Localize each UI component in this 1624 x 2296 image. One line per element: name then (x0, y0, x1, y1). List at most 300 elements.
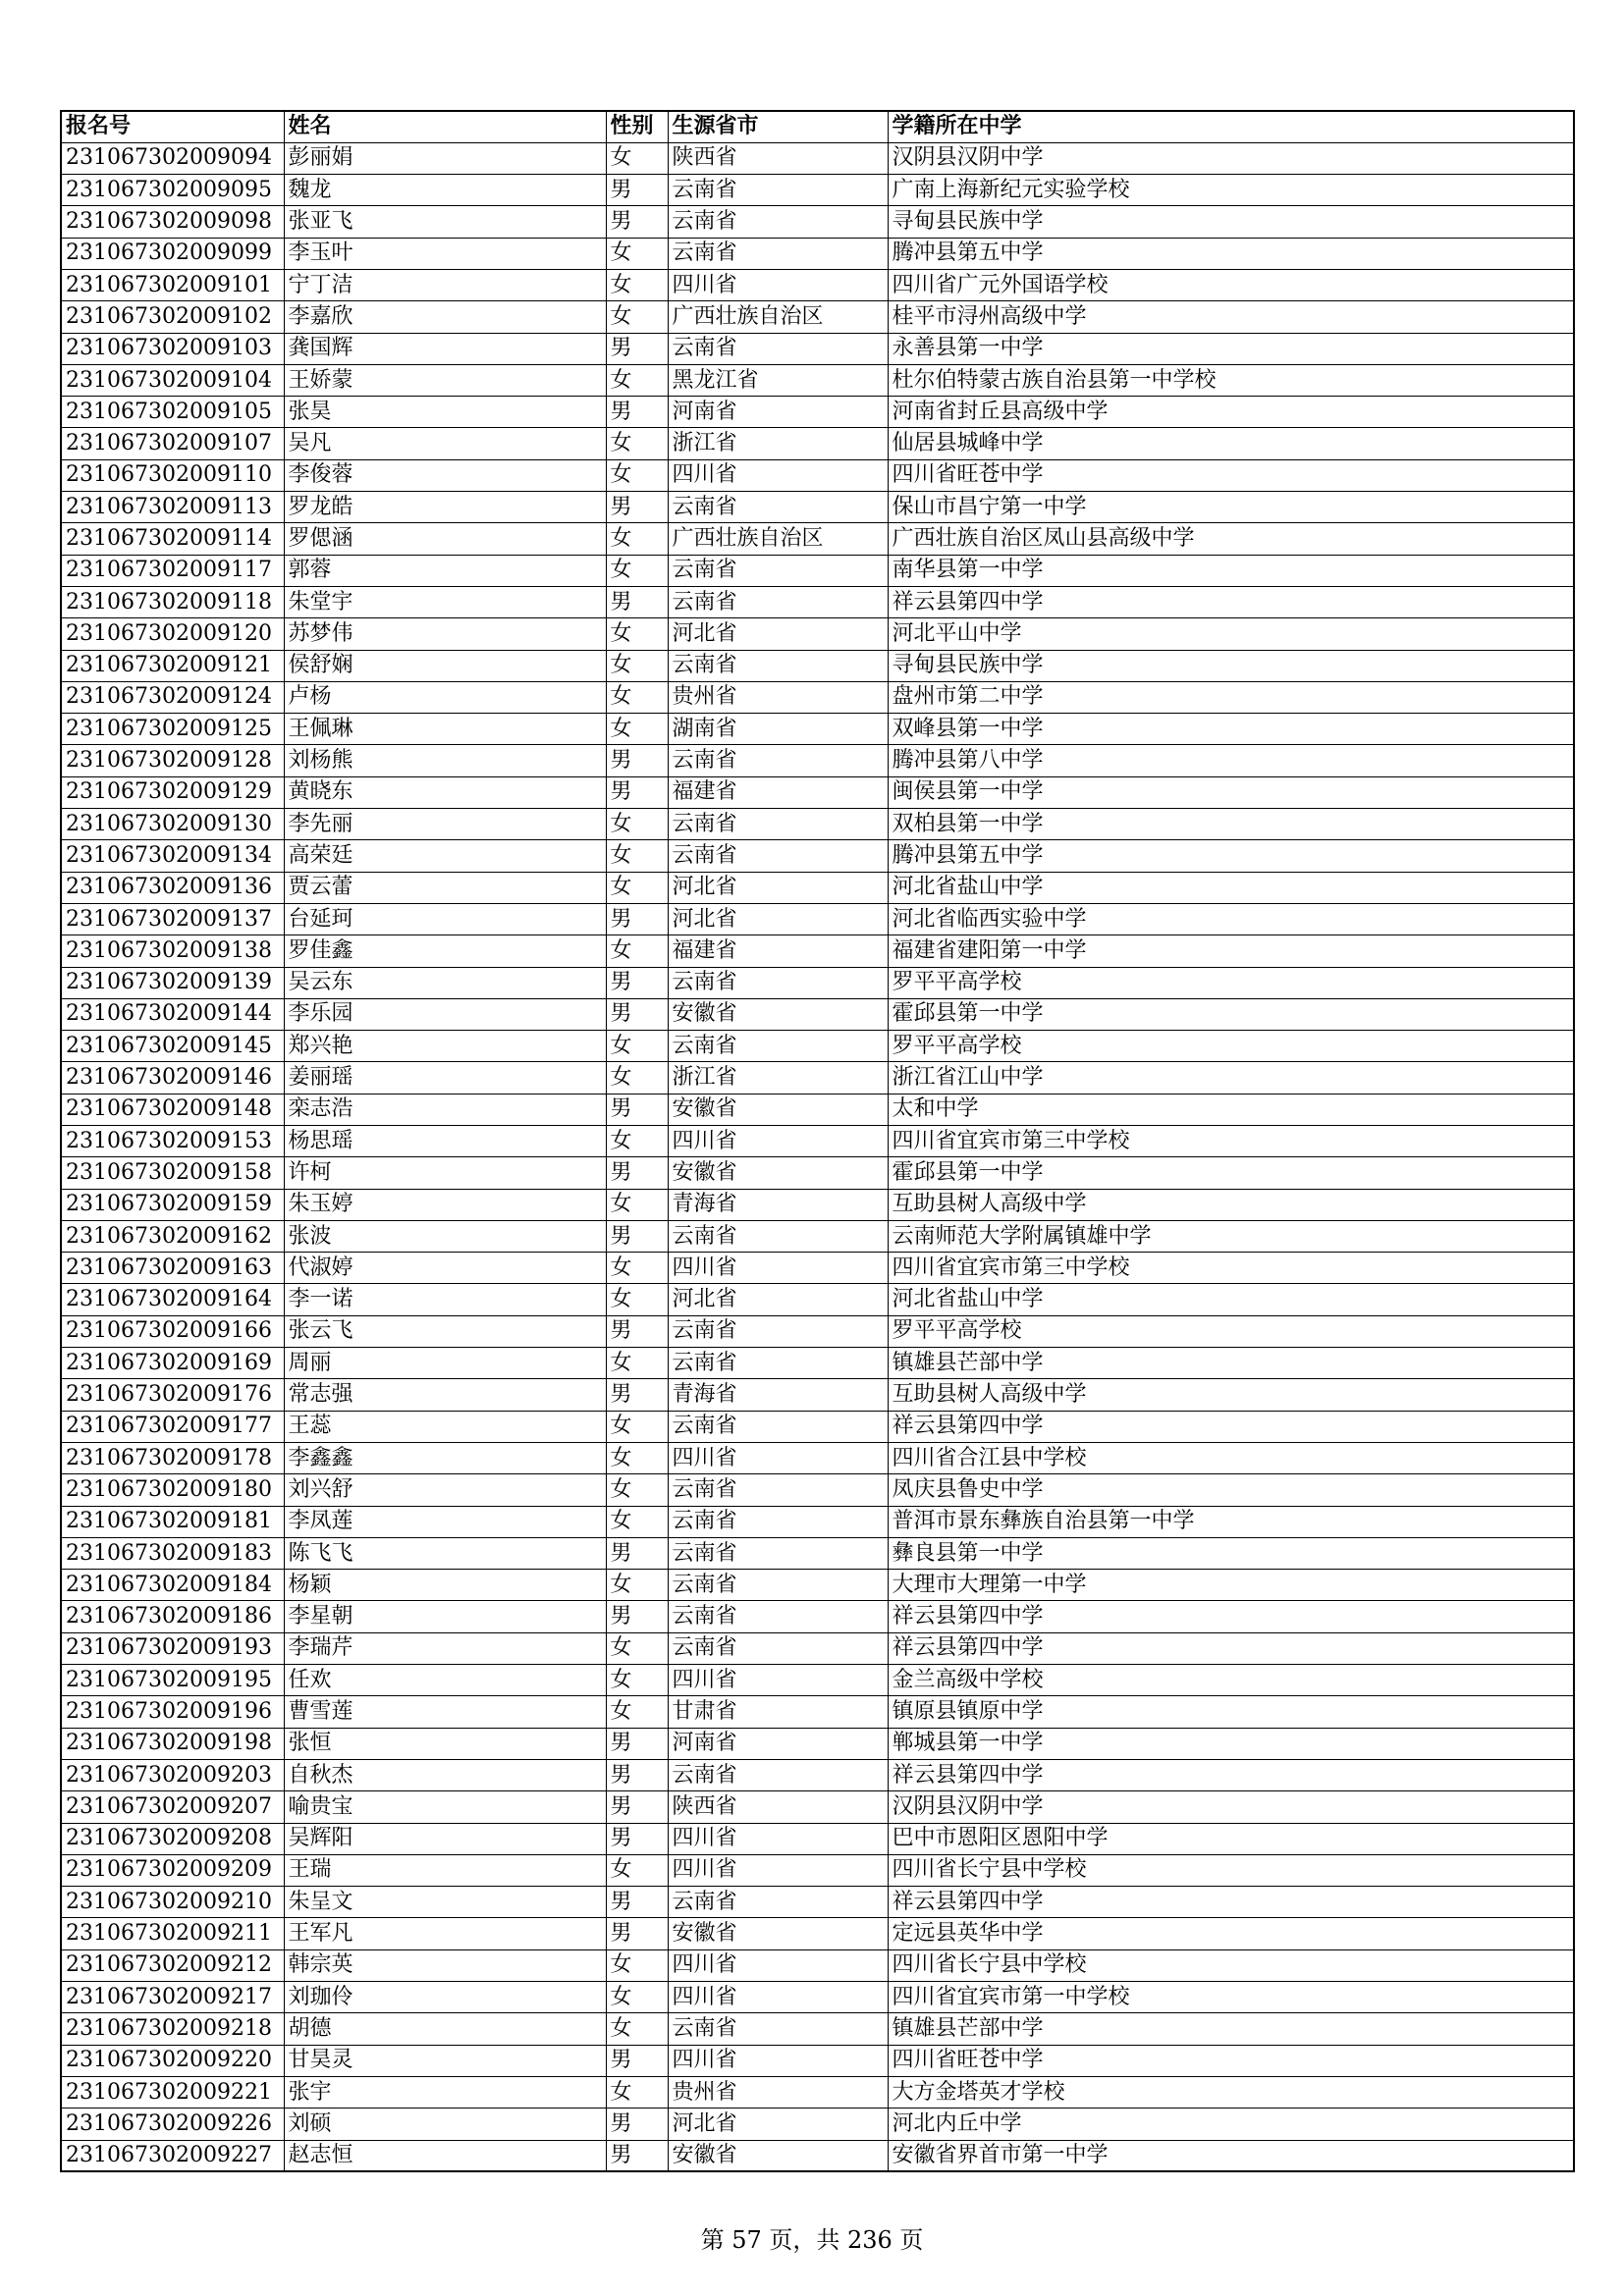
province-cell: 贵州省 (668, 681, 888, 713)
registration-number-cell: 231067302009208 (61, 1823, 284, 1854)
province-cell: 河北省 (668, 2109, 888, 2140)
name-cell: 侯舒娴 (284, 650, 606, 681)
name-cell: 刘硕 (284, 2109, 606, 2140)
gender-cell: 男 (606, 745, 668, 776)
school-cell: 汉阴县汉阴中学 (888, 1791, 1574, 1823)
table-row (61, 269, 1574, 300)
gender-cell: 男 (606, 1379, 668, 1411)
gender-cell: 女 (606, 1126, 668, 1157)
school-cell: 盘州市第二中学 (888, 681, 1574, 713)
province-cell: 广西壮族自治区 (668, 301, 888, 333)
name-cell: 杨思瑶 (284, 1126, 606, 1157)
name-cell: 朱堂宇 (284, 586, 606, 617)
table-row (61, 872, 1574, 903)
table-body (61, 142, 1574, 2171)
gender-cell: 女 (606, 872, 668, 903)
school-cell: 镇雄县芒部中学 (888, 2013, 1574, 2045)
table-row (61, 1253, 1574, 1284)
school-cell: 河北省盐山中学 (888, 1284, 1574, 1315)
table-row (61, 840, 1574, 872)
table-row (61, 1284, 1574, 1315)
school-cell: 太和中学 (888, 1094, 1574, 1125)
province-cell: 云南省 (668, 745, 888, 776)
gender-cell: 女 (606, 269, 668, 300)
province-cell: 福建省 (668, 935, 888, 967)
province-cell: 陕西省 (668, 142, 888, 174)
registration-number-cell: 231067302009125 (61, 714, 284, 745)
table-row (61, 2109, 1574, 2140)
name-cell: 王娇蒙 (284, 364, 606, 396)
gender-cell: 女 (606, 1854, 668, 1886)
table-row (61, 1982, 1574, 2013)
gender-cell: 女 (606, 1284, 668, 1315)
province-cell: 安徽省 (668, 1094, 888, 1125)
gender-cell: 女 (606, 1665, 668, 1696)
page-footer: 第 57 页，共 236 页 (700, 2226, 924, 2254)
school-cell: 杜尔伯特蒙古族自治县第一中学校 (888, 364, 1574, 396)
school-cell: 郸城县第一中学 (888, 1728, 1574, 1759)
registration-number-cell: 231067302009186 (61, 1601, 284, 1632)
province-cell: 河北省 (668, 618, 888, 650)
table-row (61, 1665, 1574, 1696)
name-cell: 王佩琳 (284, 714, 606, 745)
name-cell: 吴凡 (284, 428, 606, 459)
school-cell: 祥云县第四中学 (888, 1887, 1574, 1918)
gender-cell: 男 (606, 1220, 668, 1252)
table-row (61, 1823, 1574, 1854)
gender-cell: 男 (606, 175, 668, 206)
name-cell: 吴云东 (284, 967, 606, 998)
province-cell: 云南省 (668, 1315, 888, 1347)
gender-cell: 女 (606, 1253, 668, 1284)
table-row (61, 998, 1574, 1030)
name-cell: 吴辉阳 (284, 1823, 606, 1854)
province-cell: 云南省 (668, 555, 888, 586)
province-cell: 四川省 (668, 1126, 888, 1157)
table-row (61, 1601, 1574, 1632)
table-row (61, 903, 1574, 934)
gender-cell: 男 (606, 333, 668, 364)
school-cell: 福建省建阳第一中学 (888, 935, 1574, 967)
gender-cell: 男 (606, 1601, 668, 1632)
school-cell: 祥云县第四中学 (888, 1632, 1574, 1664)
province-cell: 陕西省 (668, 1791, 888, 1823)
name-cell: 张亚飞 (284, 206, 606, 238)
name-cell: 胡德 (284, 2013, 606, 2045)
province-cell: 浙江省 (668, 1062, 888, 1094)
registration-number-cell: 231067302009124 (61, 681, 284, 713)
table-row (61, 1696, 1574, 1728)
registration-number-cell: 231067302009198 (61, 1728, 284, 1759)
table-row (61, 397, 1574, 428)
name-cell: 王瑞 (284, 1854, 606, 1886)
gender-cell: 女 (606, 1632, 668, 1664)
name-cell: 王蕊 (284, 1411, 606, 1442)
province-cell: 贵州省 (668, 2076, 888, 2108)
gender-cell: 男 (606, 1823, 668, 1854)
province-cell: 安徽省 (668, 1918, 888, 1949)
school-cell: 四川省宜宾市第一中学校 (888, 1982, 1574, 2013)
school-cell: 闽侯县第一中学 (888, 776, 1574, 808)
registration-number-cell: 231067302009117 (61, 555, 284, 586)
name-cell: 曹雪莲 (284, 1696, 606, 1728)
registration-number-cell: 231067302009128 (61, 745, 284, 776)
name-cell: 许柯 (284, 1157, 606, 1189)
province-cell: 福建省 (668, 776, 888, 808)
name-cell: 王军凡 (284, 1918, 606, 1949)
gender-cell: 女 (606, 1949, 668, 1981)
school-cell: 河北内丘中学 (888, 2109, 1574, 2140)
registration-number-cell: 231067302009094 (61, 142, 284, 174)
table-row (61, 650, 1574, 681)
registration-number-cell: 231067302009118 (61, 586, 284, 617)
name-cell: 罗佳鑫 (284, 935, 606, 967)
table-row (61, 809, 1574, 840)
registration-number-cell: 231067302009113 (61, 492, 284, 523)
registration-number-cell: 231067302009138 (61, 935, 284, 967)
school-cell: 霍邱县第一中学 (888, 998, 1574, 1030)
registration-number-cell: 231067302009153 (61, 1126, 284, 1157)
province-cell: 云南省 (668, 1887, 888, 1918)
gender-cell: 男 (606, 967, 668, 998)
registration-number-cell: 231067302009209 (61, 1854, 284, 1886)
gender-cell: 男 (606, 998, 668, 1030)
header-registration-number: 报名号 (61, 111, 284, 142)
table-row (61, 2013, 1574, 2045)
province-cell: 云南省 (668, 1632, 888, 1664)
school-cell: 四川省宜宾市第三中学校 (888, 1126, 1574, 1157)
registration-number-cell: 231067302009226 (61, 2109, 284, 2140)
school-cell: 浙江省江山中学 (888, 1062, 1574, 1094)
school-cell: 普洱市景东彝族自治县第一中学 (888, 1506, 1574, 1537)
school-cell: 大理市大理第一中学 (888, 1570, 1574, 1601)
province-cell: 安徽省 (668, 2140, 888, 2171)
gender-cell: 男 (606, 1094, 668, 1125)
registration-number-cell: 231067302009101 (61, 269, 284, 300)
registration-number-cell: 231067302009210 (61, 1887, 284, 1918)
table-row (61, 428, 1574, 459)
school-cell: 彝良县第一中学 (888, 1537, 1574, 1569)
school-cell: 四川省合江县中学校 (888, 1442, 1574, 1473)
registration-number-cell: 231067302009166 (61, 1315, 284, 1347)
registration-number-cell: 231067302009227 (61, 2140, 284, 2171)
table-header-row (61, 111, 1574, 142)
name-cell: 高荣廷 (284, 840, 606, 872)
school-cell: 保山市昌宁第一中学 (888, 492, 1574, 523)
name-cell: 朱玉婷 (284, 1189, 606, 1220)
name-cell: 张恒 (284, 1728, 606, 1759)
school-cell: 广西壮族自治区凤山县高级中学 (888, 523, 1574, 555)
gender-cell: 男 (606, 903, 668, 934)
school-cell: 镇原县镇原中学 (888, 1696, 1574, 1728)
province-cell: 河南省 (668, 1728, 888, 1759)
registration-number-cell: 231067302009098 (61, 206, 284, 238)
registration-number-cell: 231067302009163 (61, 1253, 284, 1284)
name-cell: 张波 (284, 1220, 606, 1252)
gender-cell: 男 (606, 1537, 668, 1569)
school-cell: 巴中市恩阳区恩阳中学 (888, 1823, 1574, 1854)
table-row (61, 1854, 1574, 1886)
table-row (61, 1791, 1574, 1823)
gender-cell: 男 (606, 586, 668, 617)
school-cell: 桂平市浔州高级中学 (888, 301, 1574, 333)
name-cell: 黄晓东 (284, 776, 606, 808)
province-cell: 云南省 (668, 333, 888, 364)
name-cell: 任欢 (284, 1665, 606, 1696)
registration-number-cell: 231067302009129 (61, 776, 284, 808)
table-row (61, 1918, 1574, 1949)
name-cell: 李星朝 (284, 1601, 606, 1632)
school-cell: 罗平平高学校 (888, 1315, 1574, 1347)
gender-cell: 男 (606, 492, 668, 523)
province-cell: 云南省 (668, 1474, 888, 1506)
registration-number-cell: 231067302009164 (61, 1284, 284, 1315)
school-cell: 永善县第一中学 (888, 333, 1574, 364)
registration-number-cell: 231067302009103 (61, 333, 284, 364)
province-cell: 云南省 (668, 1570, 888, 1601)
name-cell: 李乐园 (284, 998, 606, 1030)
name-cell: 李鑫鑫 (284, 1442, 606, 1473)
table-row (61, 1570, 1574, 1601)
name-cell: 李凤莲 (284, 1506, 606, 1537)
province-cell: 河北省 (668, 1284, 888, 1315)
table-row (61, 967, 1574, 998)
school-cell: 四川省长宁县中学校 (888, 1854, 1574, 1886)
table-row (61, 2140, 1574, 2171)
name-cell: 贾云蕾 (284, 872, 606, 903)
registration-number-cell: 231067302009169 (61, 1348, 284, 1379)
gender-cell: 女 (606, 523, 668, 555)
gender-cell: 女 (606, 809, 668, 840)
gender-cell: 男 (606, 1728, 668, 1759)
registration-number-cell: 231067302009203 (61, 1759, 284, 1790)
gender-cell: 女 (606, 935, 668, 967)
gender-cell: 女 (606, 1062, 668, 1094)
registration-number-cell: 231067302009220 (61, 2045, 284, 2076)
registration-number-cell: 231067302009178 (61, 1442, 284, 1473)
province-cell: 云南省 (668, 1411, 888, 1442)
province-cell: 四川省 (668, 269, 888, 300)
province-cell: 云南省 (668, 809, 888, 840)
table-row (61, 1506, 1574, 1537)
table-row (61, 301, 1574, 333)
gender-cell: 女 (606, 555, 668, 586)
school-cell: 河北省临西实验中学 (888, 903, 1574, 934)
gender-cell: 女 (606, 1570, 668, 1601)
school-cell: 南华县第一中学 (888, 555, 1574, 586)
province-cell: 云南省 (668, 586, 888, 617)
registration-number-cell: 231067302009102 (61, 301, 284, 333)
table-row (61, 1031, 1574, 1062)
table-row (61, 586, 1574, 617)
gender-cell: 女 (606, 301, 668, 333)
name-cell: 郑兴艳 (284, 1031, 606, 1062)
table-row (61, 2076, 1574, 2108)
table-row (61, 1728, 1574, 1759)
school-cell: 四川省长宁县中学校 (888, 1949, 1574, 1981)
registration-number-cell: 231067302009114 (61, 523, 284, 555)
gender-cell: 女 (606, 459, 668, 491)
name-cell: 刘兴舒 (284, 1474, 606, 1506)
name-cell: 台延珂 (284, 903, 606, 934)
province-cell: 河北省 (668, 903, 888, 934)
name-cell: 彭丽娟 (284, 142, 606, 174)
table-row (61, 1220, 1574, 1252)
province-cell: 云南省 (668, 238, 888, 269)
school-cell: 定远县英华中学 (888, 1918, 1574, 1949)
table-row (61, 714, 1574, 745)
province-cell: 云南省 (668, 206, 888, 238)
registration-number-cell: 231067302009120 (61, 618, 284, 650)
table-row (61, 1189, 1574, 1220)
name-cell: 周丽 (284, 1348, 606, 1379)
name-cell: 李嘉欣 (284, 301, 606, 333)
province-cell: 云南省 (668, 650, 888, 681)
province-cell: 云南省 (668, 175, 888, 206)
table-row (61, 1411, 1574, 1442)
registration-number-cell: 231067302009148 (61, 1094, 284, 1125)
table-row (61, 1537, 1574, 1569)
registration-number-cell: 231067302009146 (61, 1062, 284, 1094)
school-cell: 祥云县第四中学 (888, 1601, 1574, 1632)
school-cell: 广南上海新纪元实验学校 (888, 175, 1574, 206)
school-cell: 祥云县第四中学 (888, 1411, 1574, 1442)
table-row (61, 681, 1574, 713)
table-row (61, 1887, 1574, 1918)
province-cell: 云南省 (668, 1601, 888, 1632)
province-cell: 四川省 (668, 1949, 888, 1981)
name-cell: 郭蓉 (284, 555, 606, 586)
name-cell: 赵志恒 (284, 2140, 606, 2171)
school-cell: 金兰高级中学校 (888, 1665, 1574, 1696)
name-cell: 李先丽 (284, 809, 606, 840)
gender-cell: 男 (606, 1791, 668, 1823)
registration-number-cell: 231067302009211 (61, 1918, 284, 1949)
gender-cell: 男 (606, 776, 668, 808)
name-cell: 龚国辉 (284, 333, 606, 364)
gender-cell: 男 (606, 2140, 668, 2171)
gender-cell: 女 (606, 2013, 668, 2045)
table-row (61, 523, 1574, 555)
table-row (61, 142, 1574, 174)
header-name: 姓名 (284, 111, 606, 142)
table-row (61, 745, 1574, 776)
registration-number-cell: 231067302009105 (61, 397, 284, 428)
table-row (61, 492, 1574, 523)
gender-cell: 女 (606, 238, 668, 269)
school-cell: 四川省旺苍中学 (888, 459, 1574, 491)
school-cell: 罗平平高学校 (888, 1031, 1574, 1062)
registration-number-cell: 231067302009107 (61, 428, 284, 459)
table-row (61, 1442, 1574, 1473)
gender-cell: 男 (606, 1157, 668, 1189)
gender-cell: 男 (606, 1759, 668, 1790)
province-cell: 甘肃省 (668, 1696, 888, 1728)
registration-number-cell: 231067302009176 (61, 1379, 284, 1411)
province-cell: 青海省 (668, 1189, 888, 1220)
province-cell: 云南省 (668, 967, 888, 998)
school-cell: 寻甸县民族中学 (888, 650, 1574, 681)
province-cell: 黑龙江省 (668, 364, 888, 396)
registration-number-cell: 231067302009158 (61, 1157, 284, 1189)
name-cell: 魏龙 (284, 175, 606, 206)
province-cell: 云南省 (668, 2013, 888, 2045)
gender-cell: 女 (606, 1982, 668, 2013)
school-cell: 祥云县第四中学 (888, 586, 1574, 617)
name-cell: 常志强 (284, 1379, 606, 1411)
admission-roster-table (60, 110, 1575, 2172)
gender-cell: 男 (606, 1918, 668, 1949)
table-row (61, 1126, 1574, 1157)
school-cell: 安徽省界首市第一中学 (888, 2140, 1574, 2171)
gender-cell: 男 (606, 397, 668, 428)
name-cell: 李俊蓉 (284, 459, 606, 491)
province-cell: 四川省 (668, 2045, 888, 2076)
gender-cell: 女 (606, 650, 668, 681)
province-cell: 云南省 (668, 492, 888, 523)
table-row (61, 459, 1574, 491)
registration-number-cell: 231067302009180 (61, 1474, 284, 1506)
province-cell: 安徽省 (668, 998, 888, 1030)
registration-number-cell: 231067302009195 (61, 1665, 284, 1696)
name-cell: 朱呈文 (284, 1887, 606, 1918)
gender-cell: 男 (606, 2045, 668, 2076)
table-row (61, 1157, 1574, 1189)
registration-number-cell: 231067302009181 (61, 1506, 284, 1537)
registration-number-cell: 231067302009104 (61, 364, 284, 396)
province-cell: 河北省 (668, 872, 888, 903)
province-cell: 云南省 (668, 1220, 888, 1252)
registration-number-cell: 231067302009218 (61, 2013, 284, 2045)
table-row (61, 175, 1574, 206)
table-row (61, 1949, 1574, 1981)
table-row (61, 333, 1574, 364)
registration-number-cell: 231067302009130 (61, 809, 284, 840)
gender-cell: 男 (606, 1887, 668, 1918)
school-cell: 互助县树人高级中学 (888, 1379, 1574, 1411)
school-cell: 霍邱县第一中学 (888, 1157, 1574, 1189)
name-cell: 宁丁洁 (284, 269, 606, 300)
registration-number-cell: 231067302009184 (61, 1570, 284, 1601)
header-origin-province: 生源省市 (668, 111, 888, 142)
registration-number-cell: 231067302009217 (61, 1982, 284, 2013)
name-cell: 韩宗英 (284, 1949, 606, 1981)
school-cell: 四川省广元外国语学校 (888, 269, 1574, 300)
school-cell: 祥云县第四中学 (888, 1759, 1574, 1790)
name-cell: 罗龙皓 (284, 492, 606, 523)
gender-cell: 女 (606, 1474, 668, 1506)
name-cell: 杨颖 (284, 1570, 606, 1601)
gender-cell: 男 (606, 1315, 668, 1347)
name-cell: 喻贵宝 (284, 1791, 606, 1823)
gender-cell: 女 (606, 681, 668, 713)
name-cell: 栾志浩 (284, 1094, 606, 1125)
school-cell: 凤庆县鲁史中学 (888, 1474, 1574, 1506)
registration-number-cell: 231067302009177 (61, 1411, 284, 1442)
registration-number-cell: 231067302009212 (61, 1949, 284, 1981)
province-cell: 四川省 (668, 1823, 888, 1854)
table-row (61, 1379, 1574, 1411)
table-row (61, 935, 1574, 967)
table-row (61, 364, 1574, 396)
name-cell: 张宇 (284, 2076, 606, 2108)
province-cell: 青海省 (668, 1379, 888, 1411)
gender-cell: 女 (606, 714, 668, 745)
province-cell: 广西壮族自治区 (668, 523, 888, 555)
header-gender: 性别 (606, 111, 668, 142)
province-cell: 云南省 (668, 1031, 888, 1062)
table-row (61, 1348, 1574, 1379)
